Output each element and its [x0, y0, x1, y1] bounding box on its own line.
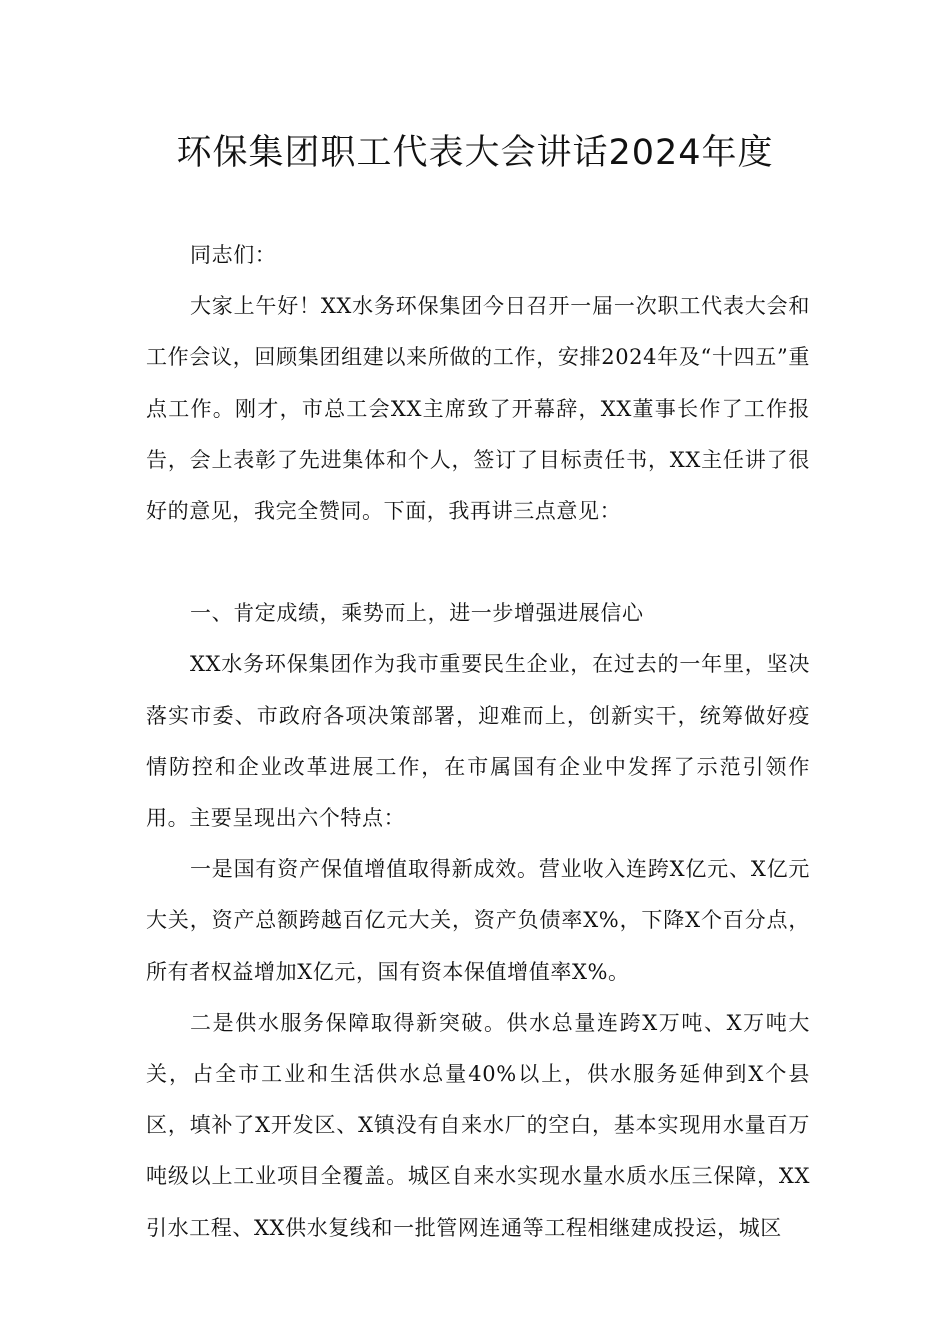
document-title: 环保集团职工代表大会讲话2024年度 — [176, 133, 774, 173]
point-two-paragraph: 二是供水服务保障取得新突破。供水总量连跨X万吨、X万吨大关，占全市工业和生活供水总量40%以上，供水服务延伸到X个县区，填补了X开发区、X镇没有自来水厂的空白，基本实现用水量百万吨级以上工业项目全覆盖。城区自来水实现水量水质水压三保障，XX引水工程、XX供水复线和一批管网连通等工程相继建成投运，城区 — [146, 1010, 810, 1240]
intro-paragraph: 大家上午好！XX水务环保集团今日召开一届一次职工代表大会和工作会议，回顾集团组建以来所做的工作，安排2024年及“十四五”重点工作。刚才，市总工会XX主席致了开幕辞，XX董事长作了工作报告，会上表彰了先进集体和个人，签订了目标责任书，XX主任讲了很好的意见，我完全赞同。下面，我再讲三点意见： — [146, 294, 810, 524]
salutation: 同志们： — [190, 243, 277, 267]
document-body — [146, 230, 810, 1254]
point-one-paragraph: 一是国有资产保值增值取得新成效。营业收入连跨X亿元、X亿元大关，资产总额跨越百亿元大关，资产负债率X%，下降X个百分点，所有者权益增加X亿元，国有资本保值增值率X%。 — [146, 857, 810, 984]
paragraph-spacer — [146, 537, 810, 588]
section-body-paragraph: XX水务环保集团作为我市重要民生企业，在过去的一年里，坚决落实市委、市政府各项决策部署，迎难而上，创新实干，统筹做好疫情防控和企业改革进展工作，在市属国有企业中发挥了示范引领作用。主要呈现出六个特点： — [146, 652, 810, 831]
section-heading: 一、肯定成绩，乘势而上，进一步增强进展信心 — [190, 601, 644, 626]
